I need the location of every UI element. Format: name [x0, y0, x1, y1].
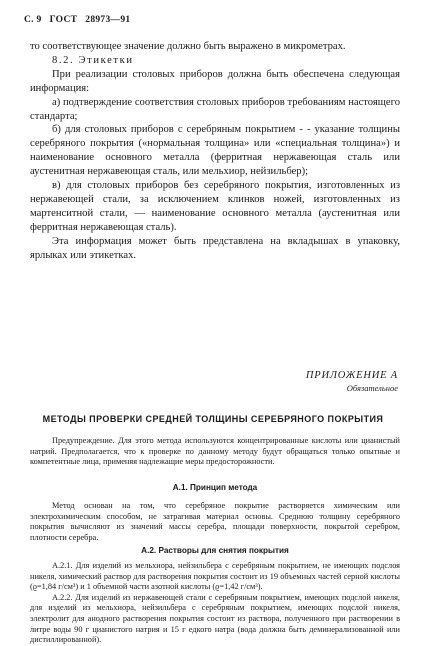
list-item-b: б) для столовых приборов с серебряным покрытием - - указание толщины серебряного покрытия («нормальная толщина» или «специальная толщина») и наименование основного металла (ферритная нержавеющая сталь или аустенитная нержавеющая сталь, или мельхиор, нейзильбер);	[30, 124, 400, 178]
method-title: МЕТОДЫ ПРОВЕРКИ СРЕДНЕЙ ТОЛЩИНЫ СЕРЕБРЯНОГО ПОКРЫТИЯ	[42, 414, 384, 424]
paragraph: При реализации столовых приборов должна быть обеспечена следующая информация:	[30, 68, 400, 94]
standard-name: ГОСТ	[49, 15, 78, 25]
paragraph-final: Эта информация может быть представлена на вкладышах в упаковку, ярлыках или этикетках.	[30, 235, 400, 261]
appendix-title: ПРИЛОЖЕНИЕ А	[305, 370, 398, 381]
subsection-a1-title: А.1. Принцип метода	[172, 483, 258, 492]
subsection-a2-title: А.2. Растворы для снятия покрытия	[141, 546, 289, 555]
list-item-v: в) для столовых приборов без серебряного покрытия, изготовленных из нержавеющей стали, за исключением клинков ножей, изготовленных из мартенситной стали, — наименование основного металла (аустенитная или ферритная нержавеющая сталь).	[30, 180, 400, 233]
subsection-a2-text	[30, 561, 400, 646]
subsection-a1-text: Метод основан на том, что серебряное покрытие растворяется химическим или электрохимическим способом, не затрагивая материал основы. Среднюю толщину серебряного покрытия вычисляют из значений массы серебра, площади поверхности, покрытой серебром, плотности серебра.	[30, 501, 400, 542]
list-item-a: а) подтверждение соответствия столовых приборов требованиям настоящего стандарта;	[30, 96, 400, 122]
standard-number: 28973—91	[85, 15, 131, 25]
appendix-label	[306, 370, 398, 394]
continuation-text: то соответствующее значение должно быть выражено в микрометрах.	[30, 41, 346, 52]
page-number: С. 9	[24, 15, 42, 25]
clause-a22: А.2.2. Для изделий из нержавеющей стали с серебряным покрытием, имеющих подслой никеля, для изделий из мельхиора, нейзильбера с серебряным покрытием, имеющих подслой никеля, электролит для анодного растворения покрытия состоит из раствора, полученного при растворении в литре воды 90 г цианистого натрия и 15 г едкого натра (вода должна быть деминерализованной или дистиллированной).	[30, 592, 400, 645]
appendix-status: Обязательное	[346, 383, 398, 393]
clause-a21: А.2.1. Для изделий из мельхиора, нейзильбера с серебряным покрытием, не имеющих подслоя никеля, химический раствор для растворения покрытия состоит из 19 объемных частей серной кислоты (ϱ=1,84 г/см³) и 1 объемной части азотной кислоты (ϱ=1,42 г/см³).	[30, 561, 400, 592]
page-header	[24, 15, 138, 25]
labels-section	[30, 40, 400, 263]
warning-paragraph: Предупреждение. Для этого метода используются концентрированные кислоты или цианистый натрий. Предполагается, что к проверке по данному методу будут обращаться только опытные и компетентные лица, применяя надлежащие меры предосторожности.	[30, 436, 400, 467]
section-heading: 8.2. Этикетки	[52, 54, 134, 66]
